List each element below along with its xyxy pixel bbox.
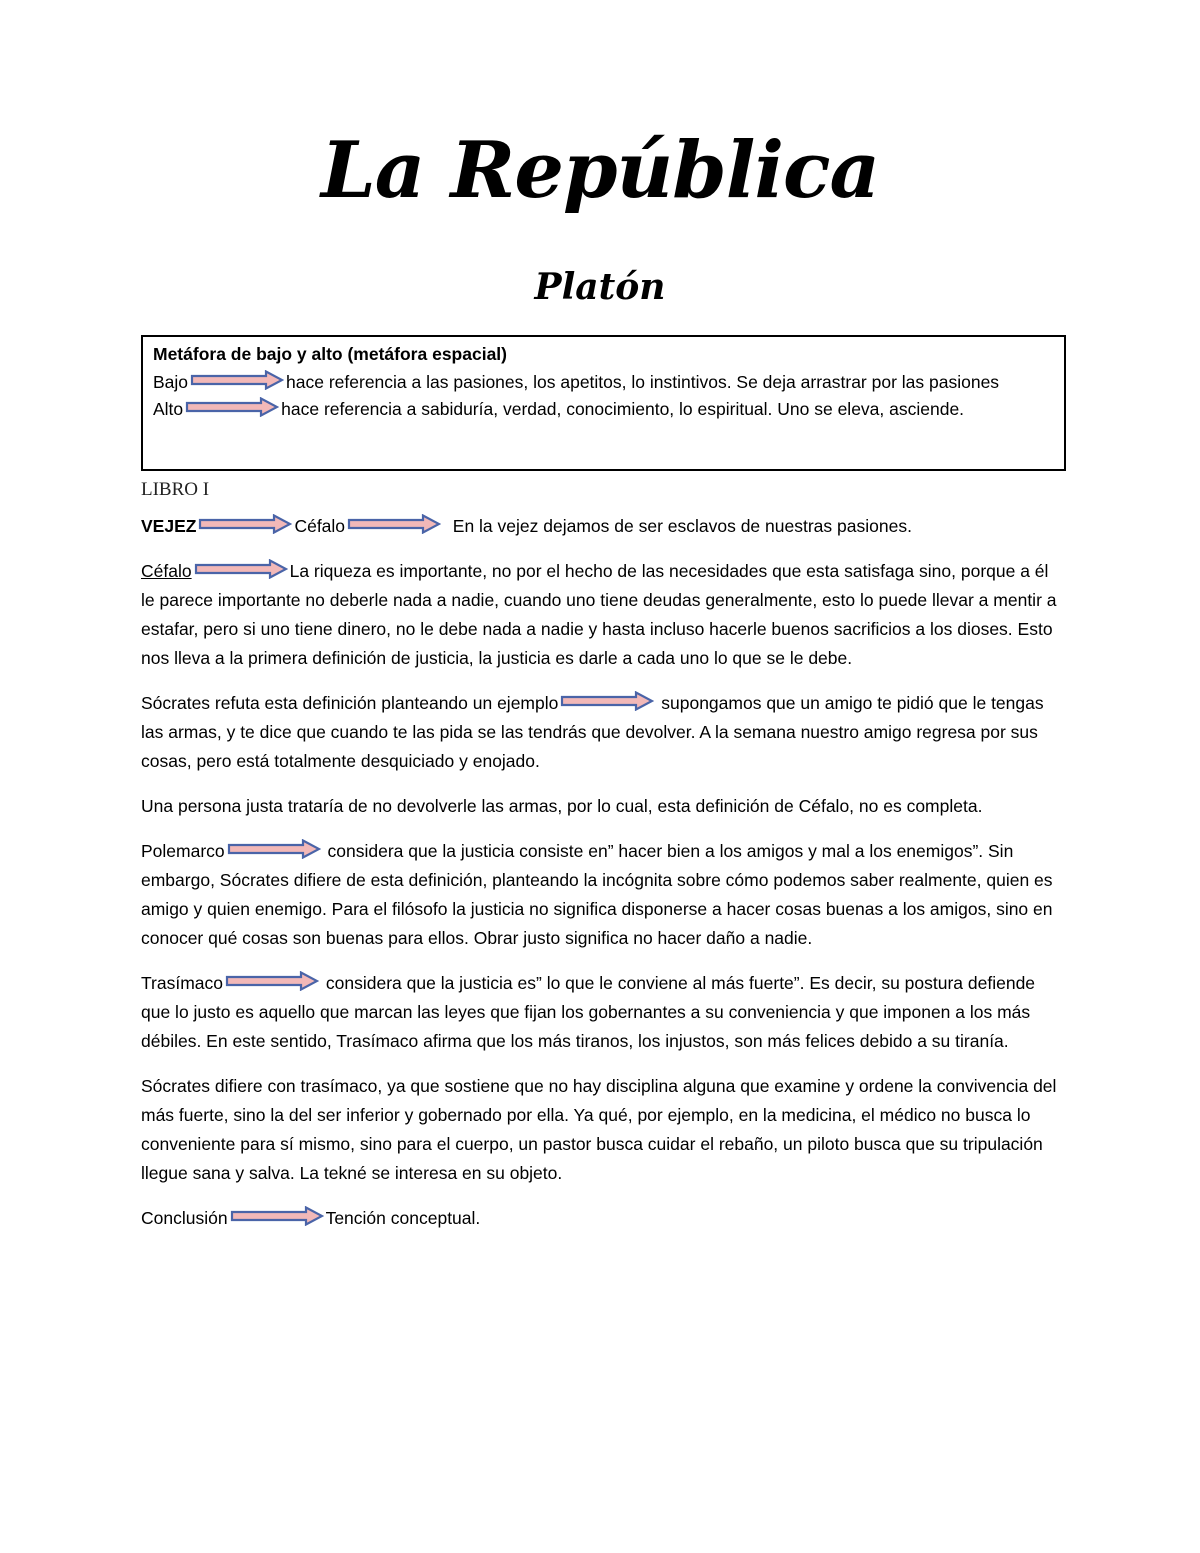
paragraph-polemarco xyxy=(141,837,1061,953)
socrates-refuta-lead: Sócrates refuta esta definición planteando un ejemplo xyxy=(141,693,559,713)
document-subtitle: Platón xyxy=(534,266,666,308)
right-arrow-icon xyxy=(198,514,292,534)
conclusion-label: Conclusión xyxy=(141,1208,228,1228)
vejez-label: VEJEZ xyxy=(141,516,197,536)
right-arrow-icon xyxy=(185,397,279,417)
polemarco-label: Polemarco xyxy=(141,841,225,861)
cefalo-label: Céfalo xyxy=(141,561,192,581)
right-arrow-icon xyxy=(230,1206,324,1226)
trasimaco-label: Trasímaco xyxy=(141,973,224,993)
vejez-middle: Céfalo xyxy=(294,516,346,536)
trasimaco-text: considera que la justicia es” lo que le conviene al más fuerte”. Es decir, su postura defiende que lo justo es aquello que marcan las leyes que fijan los gobernantes a su conveniencia y que imponen a los más débiles. En este sentido, Trasímaco afirma que los más tiranos, los injustos, son más felices debido a su tiranía. xyxy=(141,973,1036,1051)
metaphor-alto-line xyxy=(153,396,1056,424)
paragraph-trasimaco xyxy=(141,969,1061,1056)
paragraph-persona-justa: Una persona justa trataría de no devolverle las armas, por lo cual, esta definición de Céfalo, no es completa. xyxy=(141,796,983,816)
alto-label: Alto xyxy=(153,399,184,419)
paragraph-socrates-refuta xyxy=(141,689,1061,776)
metaphor-box xyxy=(141,335,1066,471)
right-arrow-icon xyxy=(347,514,441,534)
paragraph-conclusion xyxy=(141,1204,1061,1233)
right-arrow-icon xyxy=(190,370,284,390)
document-title: La República xyxy=(320,125,880,216)
metaphor-bajo-line xyxy=(153,369,1056,397)
polemarco-text: considera que la justicia consiste en” hacer bien a los amigos y mal a los enemigos”. Sin embargo, Sócrates difiere de esta definición, planteando la incógnita sobre cómo podemos saber realmente, quien es amigo y quien enemigo. Para el filósofo la justicia no significa disponerse a hacer cosas buenas a los amigos, sino en conocer qué cosas son buenas para ellos. Obrar justo significa no hacer daño a nadie. xyxy=(141,841,1053,948)
socrates-refuta-text: supongamos que un amigo te pidió que le tengas las armas, y te dice que cuando te las pida se las tendrás que devolver. A la semana nuestro amigo regresa por sus cosas, pero está totalmente desquiciado y enojado. xyxy=(141,693,1044,771)
right-arrow-icon xyxy=(194,559,288,579)
bajo-label: Bajo xyxy=(153,371,189,392)
alto-text: hace referencia a sabiduría, verdad, conocimiento, lo espiritual. Uno se eleva, asciende. xyxy=(281,399,965,419)
conclusion-text: Tención conceptual. xyxy=(325,1208,481,1228)
right-arrow-icon xyxy=(560,691,654,711)
metaphor-heading: Metáfora de bajo y alto (metáfora espacial) xyxy=(153,344,507,364)
paragraph-vejez xyxy=(141,512,1061,541)
paragraph-cefalo xyxy=(141,557,1061,673)
cefalo-text: La riqueza es importante, no por el hecho de las necesidades que esta satisfaga sino, porque a él le parece importante no deberle nada a nadie, cuando uno tiene deudas generalmente, esto lo puede llevar a mentir a estafar, pero si uno tiene dinero, no le debe nada a nadie y hasta incluso hacerle buenos sacrificios a los dioses. Esto nos lleva a la primera definición de justicia, la justicia es darle a cada uno lo que se le debe. xyxy=(141,561,1057,668)
right-arrow-icon xyxy=(225,971,319,991)
bajo-text: hace referencia a las pasiones, los apetitos, lo instintivos. Se deja arrastrar por las pasiones xyxy=(286,371,1000,392)
vejez-text: En la vejez dejamos de ser esclavos de nuestras pasiones. xyxy=(452,516,912,536)
section-heading: LIBRO I xyxy=(141,479,210,500)
paragraph-socrates-difiere: Sócrates difiere con trasímaco, ya que sostiene que no hay disciplina alguna que examine y ordene la convivencia del más fuerte, sino la del ser inferior y gobernado por ella. Ya qué, por ejemplo, en la medicina, el médico no busca lo conveniente para sí mismo, sino para el cuerpo, un pastor busca cuidar el rebaño, un piloto busca que su tripulación llegue sana y salva. La tekné se interesa en su objeto. xyxy=(141,1076,1057,1183)
document-body xyxy=(141,476,1061,1249)
right-arrow-icon xyxy=(227,839,321,859)
